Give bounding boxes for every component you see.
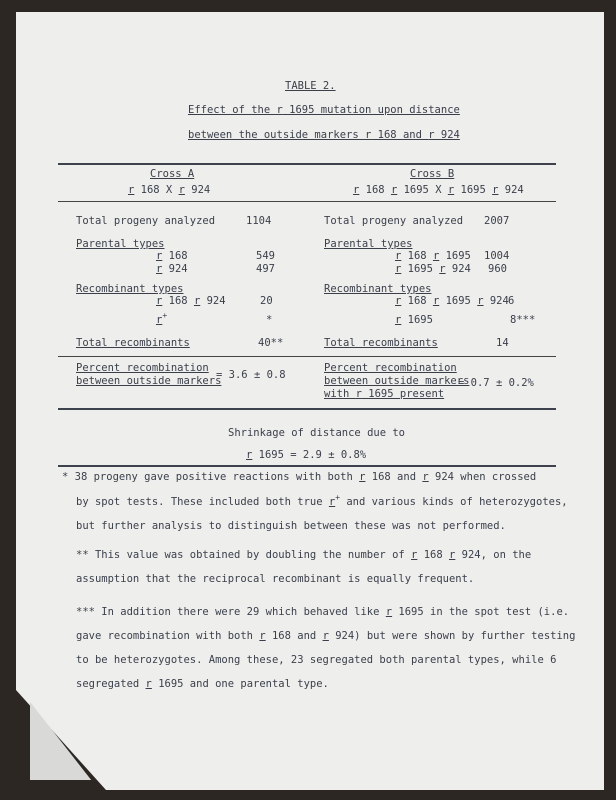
table-title-line2: between the outside markers r 168 and r 924 bbox=[188, 129, 460, 141]
cross-b-percent-line2: between outside markers bbox=[324, 375, 470, 387]
bottom-rule bbox=[58, 465, 556, 467]
table-title-line1: Effect of the r 1695 mutation upon distance bbox=[188, 104, 460, 116]
cross-b-percent-value: = 0.7 ± 0.2% bbox=[458, 377, 534, 389]
footnote-3-line4: segregated r 1695 and one parental type. bbox=[76, 678, 329, 690]
cross-a-heading: Cross A bbox=[150, 168, 195, 180]
cross-a-total-label: Total progeny analyzed bbox=[76, 215, 216, 227]
footnote-3-line2: gave recombination with both r 168 and r 924) but were shown by further testing bbox=[76, 630, 576, 642]
cross-b-total-recomb-label: Total recombinants bbox=[324, 337, 438, 349]
cross-b-recomb-label: Recombinant types bbox=[324, 283, 432, 295]
footnote-1-line2: by spot tests. These included both true r+ and various kinds of heterozygotes, bbox=[76, 493, 568, 508]
cross-b-parental-1: r 168 r 1695 bbox=[395, 250, 471, 262]
cross-a-parental-1: r 168 bbox=[156, 250, 188, 262]
footnote-1-line3: but further analysis to distinguish between these was not performed. bbox=[76, 520, 506, 532]
cross-a-total-recomb-value: 40** bbox=[258, 337, 284, 349]
cross-a-parental-2: r 924 bbox=[156, 263, 188, 275]
cross-b-parental-1-value: 1004 bbox=[484, 250, 510, 262]
cross-b-recomb-1-value: 6 bbox=[508, 295, 515, 307]
footnote-2-line1: ** This value was obtained by doubling the number of r 168 r 924, on the bbox=[76, 549, 532, 561]
percent-rule bbox=[58, 356, 556, 357]
cross-b-formula: r 168 r 1695 X r 1695 r 924 bbox=[353, 184, 524, 196]
shrinkage-line2: r 1695 = 2.9 ± 0.8% bbox=[246, 449, 367, 461]
cross-b-heading: Cross B bbox=[410, 168, 455, 180]
cross-b-parental-2-value: 960 bbox=[488, 263, 507, 275]
cross-b-parental-label: Parental types bbox=[324, 238, 413, 250]
cross-a-recomb-label: Recombinant types bbox=[76, 283, 184, 295]
cross-b-recomb-2: r 1695 bbox=[395, 314, 433, 326]
cross-b-parental-2: r 1695 r 924 bbox=[395, 263, 471, 275]
mid-rule bbox=[58, 408, 556, 410]
cross-a-percent-line1: Percent recombination bbox=[76, 362, 209, 374]
cross-a-recomb-1-value: 20 bbox=[260, 295, 273, 307]
cross-a-recomb-1: r 168 r 924 bbox=[156, 295, 226, 307]
cross-a-percent-value: = 3.6 ± 0.8 bbox=[216, 369, 286, 381]
shrinkage-line1: Shrinkage of distance due to bbox=[228, 427, 406, 439]
cross-a-percent-line2: between outside markers bbox=[76, 375, 222, 387]
cross-a-total-value: 1104 bbox=[246, 215, 272, 227]
footnote-2-line2: assumption that the reciprocal recombinant is equally frequent. bbox=[76, 573, 475, 585]
cross-b-total-value: 2007 bbox=[484, 215, 510, 227]
cross-b-percent-line1: Percent recombination bbox=[324, 362, 457, 374]
footnote-3-line3: to be heterozygotes. Among these, 23 segregated both parental types, while 6 bbox=[76, 654, 557, 666]
cross-b-total-recomb-value: 14 bbox=[496, 337, 509, 349]
cross-b-total-label: Total progeny analyzed bbox=[324, 215, 464, 227]
table-number: TABLE 2. bbox=[285, 80, 336, 92]
cross-b-percent-line3: with r 1695 present bbox=[324, 388, 445, 400]
cross-a-parental-2-value: 497 bbox=[256, 263, 275, 275]
cross-a-parental-label: Parental types bbox=[76, 238, 165, 250]
header-rule bbox=[58, 201, 556, 202]
footnote-3-line1: *** In addition there were 29 which behaved like r 1695 in the spot test (i.e. bbox=[76, 606, 570, 618]
cross-b-recomb-1: r 168 r 1695 r 924 bbox=[395, 295, 509, 307]
cross-b-recomb-2-value: 8*** bbox=[510, 314, 536, 326]
top-rule bbox=[58, 163, 556, 165]
cross-a-recomb-2-value: * bbox=[266, 314, 273, 326]
cross-a-total-recomb-label: Total recombinants bbox=[76, 337, 190, 349]
cross-a-parental-1-value: 549 bbox=[256, 250, 275, 262]
cross-a-recomb-2: r+ bbox=[156, 311, 168, 326]
cross-a-formula: r 168 X r 924 bbox=[128, 184, 211, 196]
footnote-1-line1: * 38 progeny gave positive reactions with both r 168 and r 924 when crossed bbox=[62, 471, 537, 483]
